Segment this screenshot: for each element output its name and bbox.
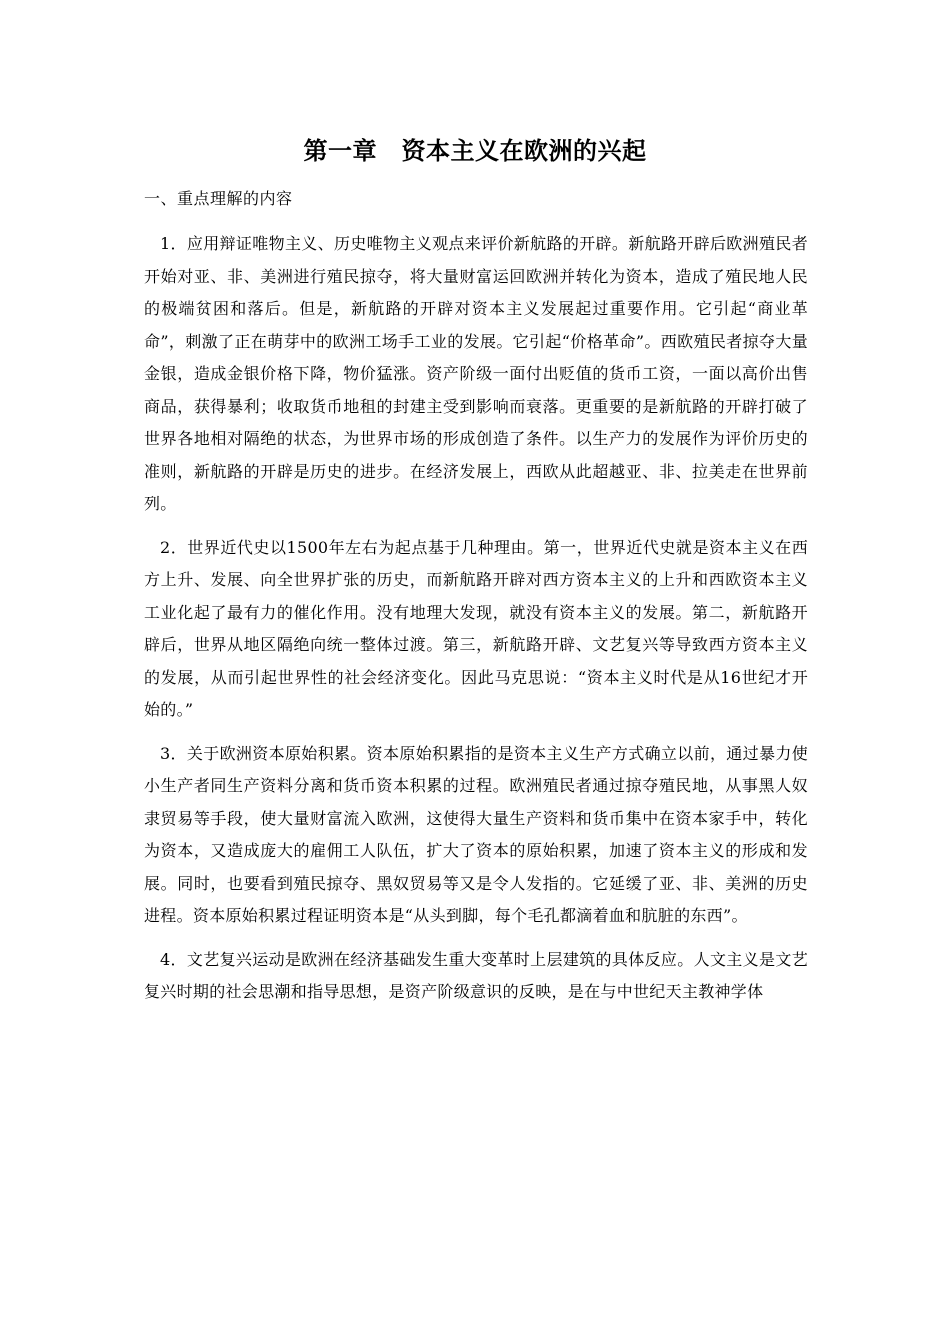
- paragraph-1: 1．应用辩证唯物主义、历史唯物主义观点来评价新航路的开辟。新航路开辟后欧洲殖民者开始对亚、非、美洲进行殖民掠夺，将大量财富运回欧洲并转化为资本，造成了殖民地人民的极端贫困和落后。但是，新航路的开辟对资本主义发展起过重要作用。它引起“商业革命”，刺激了正在萌芽中的欧洲工场手工业的发展。它引起“价格革命”。西欧殖民者掠夺大量金银，造成金银价格下降，物价猛涨。资产阶级一面付出贬值的货币工资，一面以高价出售商品，获得暴利；收取货币地租的封建主受到影响而衰落。更重要的是新航路的开辟打破了世界各地相对隔绝的状态，为世界市场的形成创造了条件。以生产力的发展作为评价历史的准则，新航路的开辟是历史的进步。在经济发展上，西欧从此超越亚、非、拉美走在世界前列。: [144, 234, 808, 513]
- section-heading: 一、重点理解的内容: [144, 189, 293, 208]
- paragraph-3: 3．关于欧洲资本原始积累。资本原始积累指的是资本主义生产方式确立以前，通过暴力使小生产者同生产资料分离和货币资本积累的过程。欧洲殖民者通过掠夺殖民地，从事黑人奴隶贸易等手段，使大量财富流入欧洲，这使得大量生产资料和货币集中在资本家手中，转化为资本，又造成庞大的雇佣工人队伍，扩大了资本的原始积累，加速了资本主义的形成和发展。同时，也要看到殖民掠夺、黑奴贸易等又是令人发指的。它延缓了亚、非、美洲的历史进程。资本原始积累过程证明资本是“从头到脚，每个毛孔都滴着血和肮脏的东西”。: [144, 743, 808, 925]
- paragraph-2: 2．世界近代史以1500年左右为起点基于几种理由。第一，世界近代史就是资本主义在西方上升、发展、向全世界扩张的历史，而新航路开辟对西方资本主义的上升和西欧资本主义工业化起了最有力的催化作用。没有地理大发现，就没有资本主义的发展。第二，新航路开辟后，世界从地区隔绝向统一整体过渡。第三，新航路开辟、文艺复兴等导致西方资本主义的发展，从而引起世界性的社会经济变化。因此马克思说：“资本主义时代是从16世纪才开始的。”: [144, 537, 808, 719]
- paragraph-4: 4．文艺复兴运动是欧洲在经济基础发生重大变革时上层建筑的具体反应。人文主义是文艺复兴时期的社会思潮和指导思想，是资产阶级意识的反映，是在与中世纪天主教神学体: [144, 949, 808, 1001]
- document-body: [144, 228, 808, 1020]
- chapter-title: 第一章 资本主义在欧洲的兴起: [303, 137, 647, 165]
